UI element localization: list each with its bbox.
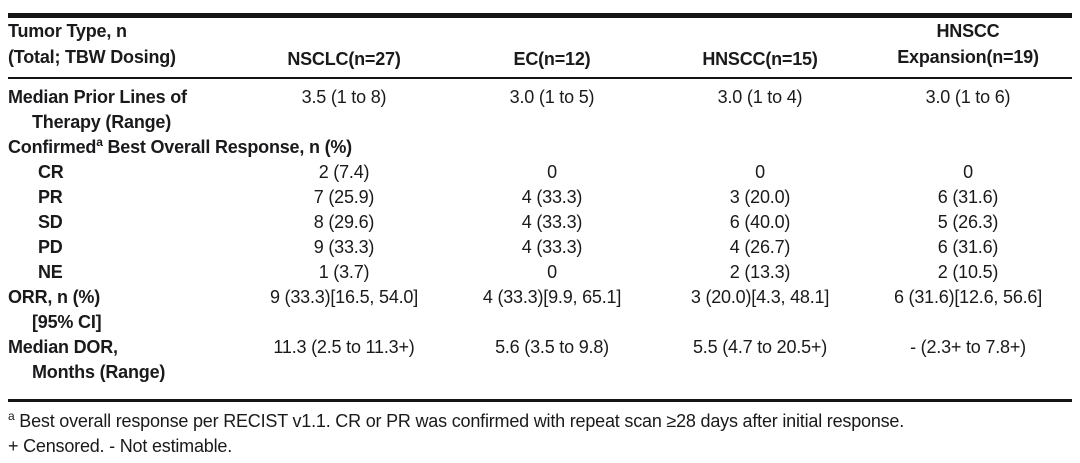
data-cell: 9 (33.3)[16.5, 54.0] [269, 287, 419, 307]
data-cell: 7 (25.9) [313, 187, 375, 207]
data-cell: 4 (33.3) [521, 187, 583, 207]
footnote-line1: $^a$ Best overall response per RECIST v1.1. CR or PR was confirmed with repeat scan ≥28 days after initial response. [8, 409, 905, 431]
response-data-table [8, 18, 1072, 399]
row-median-dor [8, 335, 1072, 399]
data-cell: 4 (33.3) [521, 212, 583, 232]
header-hnscc-expansion-line1: HNSCC [936, 21, 1000, 41]
data-cell: - (2.3+ to 7.8+) [910, 337, 1026, 357]
data-cell: 1 (3.7) [318, 262, 370, 282]
data-cell: 3.5 (1 to 8) [301, 87, 387, 107]
data-cell: 6 (40.0) [729, 212, 791, 232]
data-cell: 5.5 (4.7 to 20.5+) [693, 337, 827, 357]
header-hnscc-expansion-line2: Expansion(n=19) [897, 47, 1039, 67]
data-cell: 3.0 (1 to 6) [925, 87, 1011, 107]
data-cell: 2 (10.5) [937, 262, 999, 282]
row-orr [8, 285, 1072, 335]
data-cell: 0 [547, 262, 557, 282]
row-pr [8, 185, 1072, 210]
row-label: CR [38, 162, 64, 182]
data-cell: 0 [547, 162, 557, 182]
row-ne [8, 260, 1072, 285]
header-nsclc: NSCLC(n=27) [240, 18, 448, 78]
data-cell: 4 (33.3)[9.9, 65.1] [482, 287, 622, 307]
footnote-line2: + Censored. - Not estimable. [8, 436, 233, 456]
row-label: Median DOR, Months (Range) [8, 337, 166, 382]
data-cell: 2 (13.3) [729, 262, 791, 282]
data-cell: 9 (33.3) [313, 237, 375, 257]
data-cell: 4 (33.3) [521, 237, 583, 257]
row-sd [8, 210, 1072, 235]
data-cell: 3 (20.0) [729, 187, 791, 207]
footnote-marker-a: a [8, 409, 15, 423]
data-cell: 6 (31.6)[12.6, 56.6] [893, 287, 1043, 307]
row-confirmed-section [8, 135, 1072, 160]
row-label: PR [38, 187, 63, 207]
header-tumor-type-line1: Tumor Type, n [8, 21, 127, 41]
header-hnscc: HNSCC(n=15) [656, 18, 864, 78]
row-label: SD [38, 212, 63, 232]
data-cell: 6 (31.6) [937, 237, 999, 257]
row-median-prior-lines [8, 78, 1072, 135]
data-cell: 0 [755, 162, 765, 182]
row-pd [8, 235, 1072, 260]
data-cell: 3 (20.0)[4.3, 48.1] [690, 287, 830, 307]
data-cell: 5.6 (3.5 to 9.8) [495, 337, 609, 357]
row-label: PD [38, 237, 63, 257]
bottom-rule [8, 399, 1072, 402]
data-cell: 2 (7.4) [318, 162, 370, 182]
data-cell: 8 (29.6) [313, 212, 375, 232]
header-hnscc-expansion [864, 18, 1072, 78]
clinical-outcomes-table [8, 13, 1072, 459]
data-cell: 3.0 (1 to 5) [509, 87, 595, 107]
header-tumor-type [8, 18, 240, 78]
row-cr [8, 160, 1072, 185]
table-footnote [8, 409, 1072, 459]
row-label: NE [38, 262, 63, 282]
section-label: Confirmed$^a$ Best Overall Response, n (%) [8, 135, 352, 157]
data-cell: 3.0 (1 to 4) [717, 87, 803, 107]
data-cell: 4 (26.7) [729, 237, 791, 257]
row-label: Median Prior Lines of Therapy (Range) [8, 87, 187, 132]
data-cell: 0 [963, 162, 973, 182]
row-label: ORR, n (%) [95% CI] [8, 287, 102, 332]
data-cell: 5 (26.3) [937, 212, 999, 232]
header-ec: EC(n=12) [448, 18, 656, 78]
data-cell: 11.3 (2.5 to 11.3+) [273, 337, 415, 357]
header-tumor-type-line2: (Total; TBW Dosing) [8, 47, 176, 67]
footnote-marker-a: a [96, 135, 103, 149]
data-cell: 6 (31.6) [937, 187, 999, 207]
header-row [8, 18, 1072, 78]
